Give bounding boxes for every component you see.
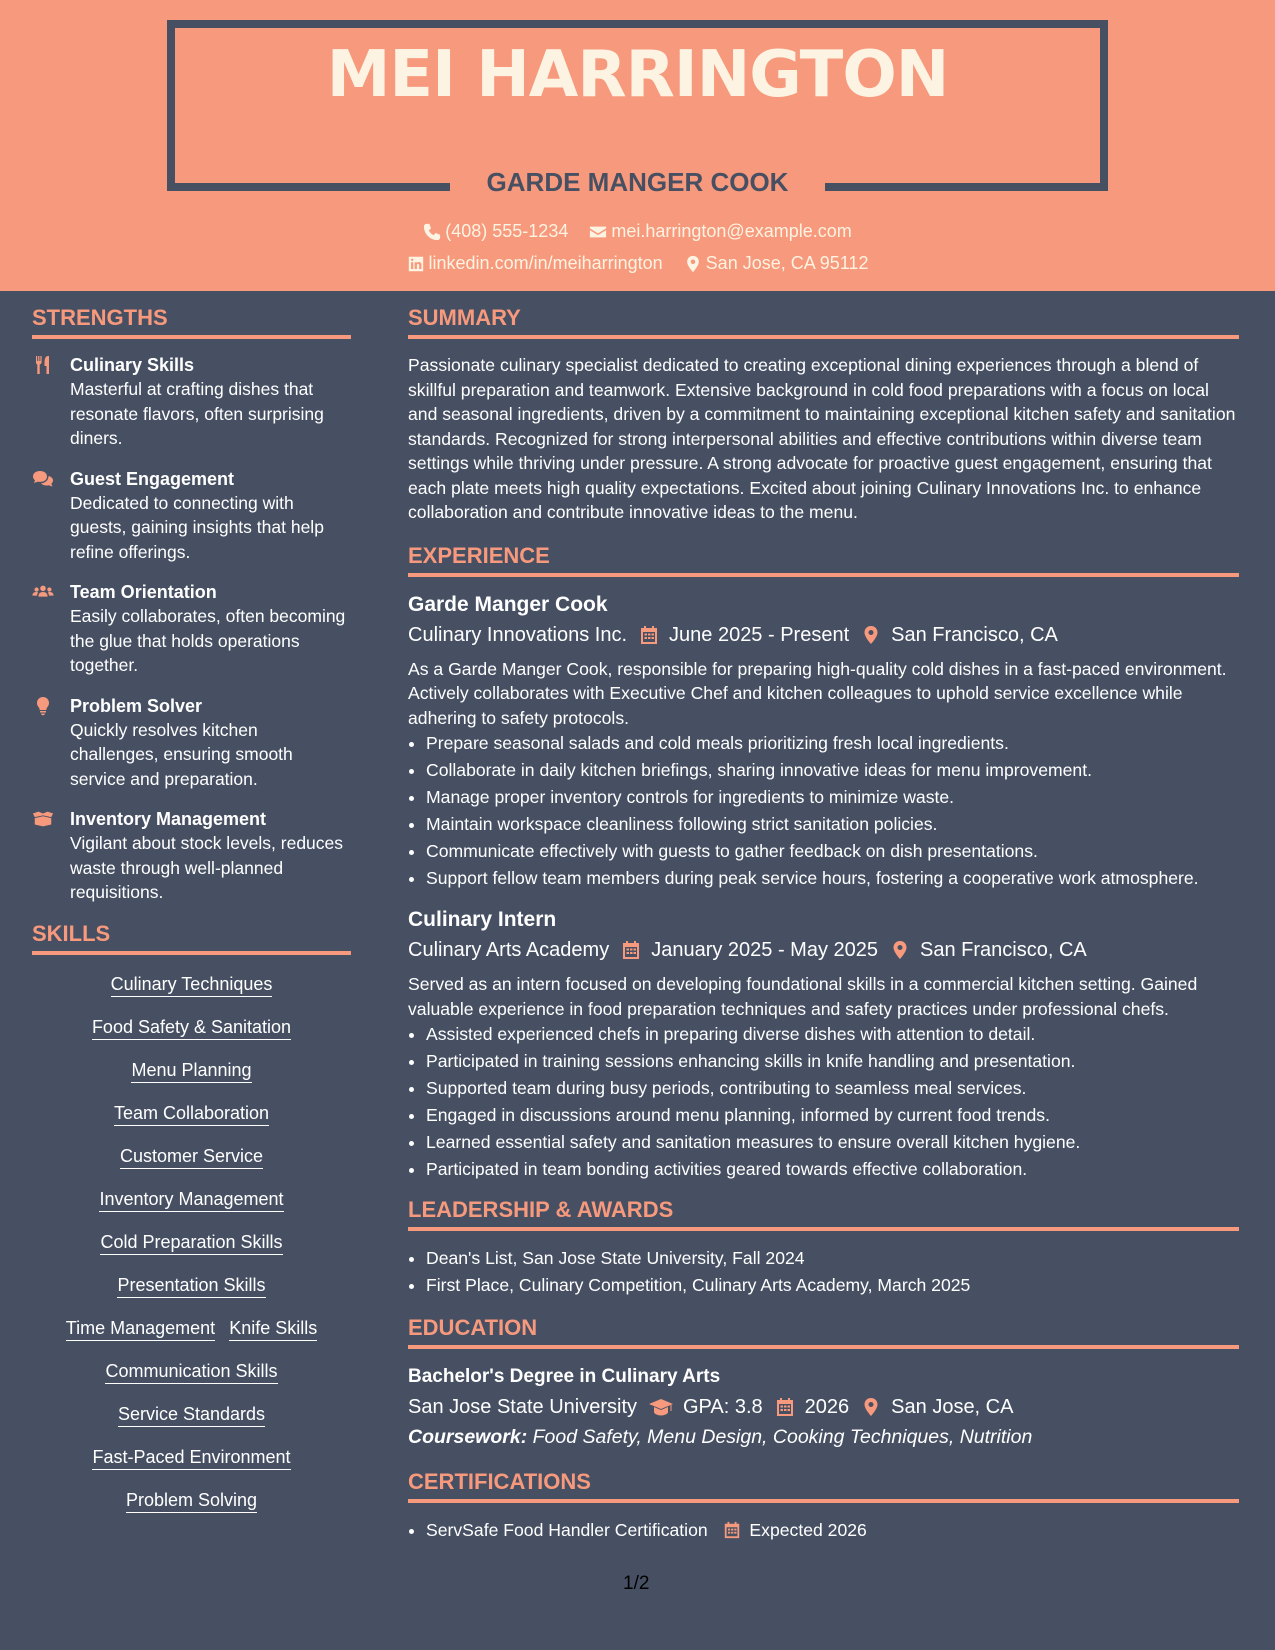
- awards-heading: LEADERSHIP & AWARDS: [408, 1197, 1239, 1231]
- left-column: [32, 305, 351, 1532]
- skill-line: [32, 1403, 351, 1427]
- contact-email[interactable]: [589, 221, 851, 242]
- strength-desc: Vigilant about stock levels, reduces waste through well-planned requisitions.: [70, 833, 344, 902]
- list-item: • Engaged in discussions around menu planning, informed by current food trends.: [426, 1102, 1239, 1129]
- graduation-cap-icon: [649, 1397, 673, 1417]
- job-role: Culinary Intern: [408, 908, 557, 931]
- job-meta: [408, 619, 1239, 651]
- strength-name: Guest Engagement: [70, 468, 235, 489]
- certifications-list: [426, 1517, 1239, 1544]
- skill-line: [32, 973, 351, 997]
- job-company: Culinary Arts Academy: [408, 939, 610, 961]
- list-item: • Supported team during busy periods, contributing to seamless meal services.: [426, 1075, 1239, 1102]
- skill-tag: Culinary Techniques: [111, 973, 273, 997]
- coursework-text: Food Safety, Menu Design, Cooking Techniques, Nutrition: [532, 1426, 1033, 1448]
- linkedin-icon: [407, 255, 425, 273]
- job-entry: [408, 906, 1239, 1183]
- strength-item: [32, 694, 351, 792]
- skill-line: [32, 1446, 351, 1470]
- skill-tag: Menu Planning: [131, 1059, 251, 1083]
- strength-item: [32, 353, 351, 451]
- email-text: mei.harrington@example.com: [611, 221, 852, 241]
- skill-tag: Fast-Paced Environment: [92, 1446, 290, 1470]
- calendar-icon: [723, 1521, 741, 1539]
- phone-icon: [423, 223, 441, 241]
- list-item: • First Place, Culinary Competition, Culinary Arts Academy, March 2025: [426, 1272, 1239, 1299]
- job-description: As a Garde Manger Cook, responsible for preparing high-quality cold dishes in a fast-paced environment. Actively collaborates with Executive Chef and kitchen colleagues to uphold service excellence while adhering to safety protocols.: [408, 658, 1227, 728]
- skill-line: [32, 1188, 351, 1212]
- job-dates: January 2025 - May 2025: [651, 939, 879, 961]
- list-item: • Learned essential safety and sanitation measures to ensure overall kitchen hygiene.: [426, 1129, 1239, 1156]
- page-number: 1/2: [623, 1573, 650, 1594]
- job-entry: [408, 591, 1239, 893]
- job-bullets: [426, 1021, 1239, 1183]
- skill-line: [32, 1059, 351, 1083]
- strength-item: [32, 807, 351, 905]
- boxes-icon: [32, 809, 54, 829]
- education-heading: EDUCATION: [408, 1315, 1239, 1349]
- list-item: • Collaborate in daily kitchen briefings, sharing innovative ideas for menu improvement.: [426, 757, 1239, 784]
- skill-tag: Inventory Management: [99, 1188, 283, 1212]
- skill-line: [32, 1145, 351, 1169]
- skill-tag: Food Safety & Sanitation: [92, 1016, 291, 1040]
- certification-date: Expected 2026: [749, 1520, 867, 1540]
- skill-line: [32, 1231, 351, 1255]
- contact-row-2: [0, 253, 1275, 278]
- strengths-heading: STRENGTHS: [32, 305, 351, 339]
- map-pin-icon: [861, 1397, 881, 1417]
- skill-tag: Team Collaboration: [114, 1102, 269, 1126]
- utensils-icon: [32, 355, 54, 375]
- contact-linkedin[interactable]: [407, 253, 663, 274]
- skill-line: [32, 1016, 351, 1040]
- contact-phone[interactable]: [423, 221, 568, 242]
- summary-heading: SUMMARY: [408, 305, 1239, 339]
- list-item: • Communicate effectively with guests to gather feedback on dish presentations.: [426, 838, 1239, 865]
- map-pin-icon: [684, 255, 702, 273]
- skill-line: [32, 1102, 351, 1126]
- phone-text: (408) 555-1234: [445, 221, 569, 241]
- skill-line: [32, 1489, 351, 1513]
- contact-row-1: [0, 221, 1275, 246]
- resume-header: [0, 0, 1275, 291]
- linkedin-text: linkedin.com/in/meiharrington: [428, 253, 663, 273]
- right-column: [408, 305, 1239, 1544]
- strength-desc: Quickly resolves kitchen challenges, ensuring smooth service and preparation.: [70, 719, 293, 789]
- comments-icon: [32, 469, 54, 489]
- lightbulb-icon: [32, 696, 54, 716]
- list-item: • Support fellow team members during peak service hours, fostering a cooperative work atmosphere.: [426, 865, 1239, 892]
- job-location: San Francisco, CA: [920, 939, 1087, 961]
- awards-list: [426, 1245, 1239, 1299]
- skill-tag: Service Standards: [118, 1403, 265, 1427]
- calendar-icon: [775, 1397, 795, 1417]
- skill-line: [32, 1360, 351, 1384]
- skill-tag: Time Management: [66, 1317, 215, 1341]
- list-item: • Participated in team bonding activities geared towards effective collaboration.: [426, 1156, 1239, 1183]
- candidate-name: MEI HARRINGTON: [326, 38, 949, 112]
- skill-tag: Knife Skills: [229, 1317, 317, 1341]
- strength-name: Team Orientation: [70, 582, 217, 602]
- strength-name: Culinary Skills: [70, 355, 195, 375]
- education-year: 2026: [804, 1396, 850, 1418]
- list-item: • Manage proper inventory controls for ingredients to minimize waste.: [426, 784, 1239, 811]
- job-location: San Francisco, CA: [891, 623, 1058, 646]
- skill-tag: Communication Skills: [105, 1360, 277, 1384]
- users-icon: [32, 582, 54, 602]
- list-item: • Prepare seasonal salads and cold meals prioritizing fresh local ingredients.: [426, 730, 1239, 757]
- education-meta: [408, 1391, 1239, 1423]
- list-item: • Participated in training sessions enhancing skills in knife handling and presentation.: [426, 1048, 1239, 1075]
- certification-name: ServSafe Food Handler Certification: [426, 1520, 708, 1540]
- skills-list: [32, 969, 351, 1513]
- skill-line: [32, 1317, 351, 1341]
- skill-tag: Cold Preparation Skills: [100, 1231, 282, 1255]
- skill-line: [32, 1274, 351, 1298]
- list-item: • Assisted experienced chefs in preparing diverse dishes with attention to detail.: [426, 1021, 1239, 1048]
- coursework-label: Coursework:: [408, 1426, 528, 1448]
- list-item: • Dean's List, San Jose State University, Fall 2024: [426, 1245, 1239, 1272]
- job-description: Served as an intern focused on developing foundational skills in a commercial kitchen setting. Gained valuable experience in food preparation techniques and safety practices under professional chefs.: [408, 974, 1198, 1019]
- skill-tag: Customer Service: [120, 1145, 263, 1169]
- education-degree: Bachelor's Degree in Culinary Arts: [408, 1366, 721, 1387]
- strength-name: Problem Solver: [70, 695, 203, 716]
- strength-item: [32, 467, 351, 565]
- certifications-heading: CERTIFICATIONS: [408, 1469, 1239, 1503]
- job-role: Garde Manger Cook: [408, 592, 608, 616]
- calendar-icon: [639, 625, 659, 645]
- job-dates: June 2025 - Present: [669, 623, 850, 646]
- education-coursework: [408, 1423, 1239, 1451]
- envelope-icon: [589, 223, 607, 241]
- map-pin-icon: [861, 625, 881, 645]
- list-item: • Maintain workspace cleanliness following strict sanitation policies.: [426, 811, 1239, 838]
- skills-heading: SKILLS: [32, 921, 351, 955]
- strength-item: [32, 580, 351, 678]
- strength-desc: Masterful at crafting dishes that resonate flavors, often surprising diners.: [70, 379, 324, 448]
- strength-name: Inventory Management: [70, 809, 267, 829]
- education-gpa: GPA: 3.8: [683, 1396, 763, 1418]
- summary-text: Passionate culinary specialist dedicated to creating exceptional dining experiences through a blend of skillful preparation and teamwork. Extensive background in cold food preparations with a focus on local and seasonal ingredients, driven by a commitment to maintaining exceptional kitchen safety and sanitation standards. Recognized for strong interpersonal abilities and effective contributions within diverse team settings while thriving under pressure. A strong advocate for proactive guest engagement, ensuring that each plate meets high quality expectations. Excited about joining Culinary Innovations Inc. to enhance collaboration and contribute innovative ideas to the menu.: [408, 355, 1236, 522]
- strength-desc: Dedicated to connecting with guests, gaining insights that help refine offerings.: [70, 492, 324, 562]
- education-school: San Jose State University: [408, 1396, 637, 1418]
- map-pin-icon: [890, 940, 910, 960]
- calendar-icon: [621, 940, 641, 960]
- list-item: [426, 1517, 1239, 1544]
- job-company: Culinary Innovations Inc.: [408, 623, 628, 646]
- skill-tag: Presentation Skills: [117, 1274, 265, 1298]
- job-bullets: [426, 730, 1239, 892]
- contact-location: [684, 253, 869, 274]
- experience-heading: EXPERIENCE: [408, 543, 1239, 577]
- location-text: San Jose, CA 95112: [705, 253, 869, 273]
- job-meta: [408, 934, 1239, 966]
- skill-tag: Problem Solving: [126, 1489, 257, 1513]
- education-location: San Jose, CA: [891, 1396, 1014, 1418]
- job-title: GARDE MANGER COOK: [486, 167, 789, 197]
- strength-desc: Easily collaborates, often becoming the glue that holds operations together.: [70, 606, 346, 675]
